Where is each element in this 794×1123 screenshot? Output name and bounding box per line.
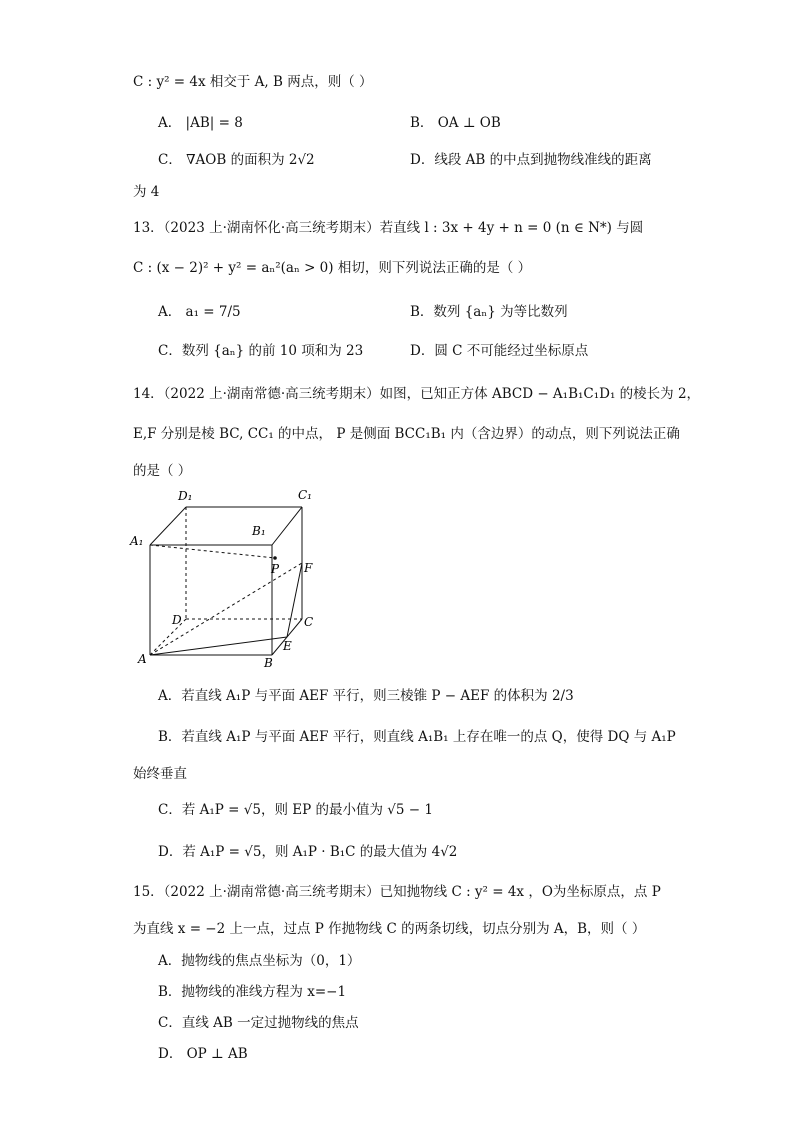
q15-stem-line1: 15．（2022 上·湖南常德·高三统考期末）已知抛物线 C : y² = 4x ，O为坐标原点，点 P — [133, 884, 661, 900]
label-d: D — [172, 613, 182, 627]
q14-stem-line3: 的是（ ） — [133, 463, 192, 479]
q15-option-a: A．抛物线的焦点坐标为（0，1） — [158, 953, 361, 969]
q13-option-b: B．数列 {aₙ} 为等比数列 — [410, 304, 568, 320]
label-b1: B₁ — [252, 524, 266, 538]
q14-option-c: C．若 A₁P = √5，则 EP 的最小值为 √5 − 1 — [158, 802, 433, 818]
edge-a1-d1 — [150, 507, 186, 545]
label-f: F — [304, 561, 313, 575]
point-p — [273, 556, 277, 560]
q15-stem-line2: 为直线 x = −2 上一点，过点 P 作抛物线 C 的两条切线，切点分别为 A，B，则（ ） — [133, 921, 646, 937]
label-c1: C₁ — [298, 488, 312, 502]
hidden-segment-a1-p — [150, 545, 275, 558]
cube-figure — [128, 485, 328, 675]
q14-option-b: B．若直线 A₁P 与平面 AEF 平行，则直线 A₁B₁ 上存在唯一的点 Q，使得 DQ 与 A₁P — [158, 729, 676, 745]
label-p: P — [271, 562, 280, 576]
q15-option-c: C．直线 AB 一定过抛物线的焦点 — [158, 1015, 359, 1031]
q13-stem-line1: 13．（2023 上·湖南怀化·高三统考期末）若直线 l : 3x + 4y + n = 0 (n ∈ N*) 与圆 — [133, 220, 644, 236]
q12-option-c: C． ∇AOB 的面积为 2√2 — [158, 152, 315, 168]
q13-stem-line2: C : (x − 2)² + y² = aₙ²(aₙ > 0) 相切，则下列说法正确的是（ ） — [133, 260, 532, 276]
q14-stem-line2: E,F 分别是棱 BC, CC₁ 的中点， P 是侧面 BCC₁B₁ 内（含边界）的动点，则下列说法正确 — [133, 426, 680, 442]
q13-option-a: A． a₁ = 7/5 — [158, 304, 241, 320]
q14-option-d: D．若 A₁P = √5，则 A₁P · B₁C 的最大值为 4√2 — [158, 844, 458, 860]
q12-option-d-cont: 为 4 — [133, 184, 160, 200]
q12-option-d: D．线段 AB 的中点到抛物线准线的距离 — [410, 152, 652, 168]
q12-option-a: A． |AB| = 8 — [158, 115, 243, 131]
segment-a-e — [150, 637, 287, 655]
q12-stem-tail: C : y² = 4x 相交于 A, B 两点，则（ ） — [133, 74, 373, 90]
q15-option-b: B．抛物线的准线方程为 x=−1 — [158, 984, 347, 1000]
q13-option-c: C．数列 {aₙ} 的前 10 项和为 23 — [158, 343, 364, 359]
segment-e-f — [287, 563, 302, 637]
edge-b1-c1 — [272, 507, 302, 545]
label-a1: A₁ — [130, 534, 144, 548]
label-e: E — [283, 639, 292, 653]
label-a: A — [138, 652, 147, 666]
q12-option-b: B． OA ⊥ OB — [410, 115, 501, 131]
q15-option-d: D． OP ⊥ AB — [158, 1046, 248, 1062]
label-c: C — [304, 615, 314, 629]
q13-option-d: D．圆 C 不可能经过坐标原点 — [410, 343, 589, 359]
hidden-segment-a-f — [150, 563, 302, 655]
q14-option-b-cont: 始终垂直 — [133, 766, 187, 782]
q14-stem-line1: 14．（2022 上·湖南常德·高三统考期末）如图，已知正方体 ABCD − A₁B₁C₁D₁ 的棱长为 2， — [133, 386, 701, 402]
label-d1: D₁ — [178, 489, 193, 503]
label-b: B — [264, 656, 273, 670]
q14-option-a: A．若直线 A₁P 与平面 AEF 平行，则三棱锥 P − AEF 的体积为 2/3 — [158, 688, 574, 704]
